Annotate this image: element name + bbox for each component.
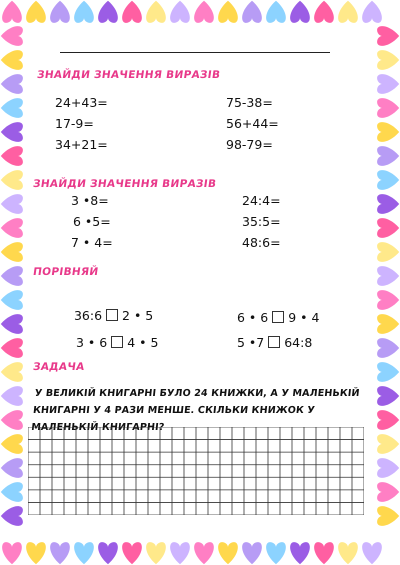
heart-icon: [314, 1, 334, 23]
heart-icon: [26, 542, 46, 564]
section-1-heading: ЗНАЙДИ ЗНАЧЕННЯ ВИРАЗІВ: [36, 69, 222, 81]
heart-icon: [377, 386, 399, 406]
heart-icon: [1, 122, 23, 142]
heart-icon: [338, 542, 358, 564]
comparison-right: 2 • 5: [122, 308, 154, 323]
heart-icon: [377, 218, 399, 238]
heart-icon: [2, 542, 22, 564]
expression: 24+43=: [55, 95, 108, 110]
heart-icon: [290, 1, 310, 23]
word-problem-text: У ВЕЛИКІЙ КНИГАРНІ БУЛО 24 КНИЖКИ, А У МАЛЕНЬКІЙ КНИГАРНІ У 4 РАЗИ МЕНШЕ. СКІЛЬКИ КНИЖОК У МАЛЕНЬКІЙ КНИГАРНІ?: [30, 388, 361, 433]
heart-icon: [122, 1, 142, 23]
heart-icon: [377, 98, 399, 118]
heart-icon: [146, 1, 166, 23]
heart-icon: [26, 1, 46, 23]
heart-icon: [377, 290, 399, 310]
expression: 98-79=: [226, 137, 273, 152]
expression: 24:4=: [242, 193, 281, 208]
heart-icon: [1, 194, 23, 214]
heart-icon: [1, 482, 23, 502]
heart-icon: [266, 1, 286, 23]
heart-icon: [377, 74, 399, 94]
heart-icon: [1, 74, 23, 94]
heart-icon: [377, 482, 399, 502]
heart-icon: [98, 542, 118, 564]
comparison-right: 9 • 4: [288, 310, 320, 325]
expression: 56+44=: [226, 116, 279, 131]
heart-icon: [1, 314, 23, 334]
heart-icon: [2, 1, 22, 23]
comparison-left: 3 • 6: [75, 335, 108, 350]
heart-icon: [1, 218, 23, 238]
expression: 35:5=: [242, 214, 281, 229]
heart-icon: [194, 1, 214, 23]
heart-icon: [377, 194, 399, 214]
heart-icon: [1, 50, 23, 70]
heart-icon: [377, 26, 399, 46]
answer-box[interactable]: [111, 336, 123, 348]
comparison-left: 36:6: [73, 308, 103, 323]
heart-icon: [1, 26, 23, 46]
heart-icon: [377, 362, 399, 382]
heart-icon: [170, 1, 190, 23]
heart-icon: [377, 170, 399, 190]
heart-icon: [377, 146, 399, 166]
heart-icon: [338, 1, 358, 23]
heart-icon: [170, 542, 190, 564]
answer-grid[interactable]: [28, 427, 364, 515]
heart-icon: [74, 1, 94, 23]
heart-icon: [314, 542, 334, 564]
section-4-heading: ЗАДАЧА: [32, 361, 86, 373]
expression: 6 •5=: [73, 214, 111, 229]
heart-icon: [1, 290, 23, 310]
heart-icon: [1, 458, 23, 478]
heart-icon: [1, 362, 23, 382]
expression: 7 • 4=: [71, 235, 113, 250]
heart-icon: [377, 242, 399, 262]
heart-icon: [377, 410, 399, 430]
heart-icon: [377, 434, 399, 454]
heart-icon: [242, 1, 262, 23]
heart-icon: [1, 410, 23, 430]
expression: 34+21=: [55, 137, 108, 152]
answer-box[interactable]: [268, 336, 280, 348]
heart-icon: [362, 542, 382, 564]
heart-icon: [146, 542, 166, 564]
heart-icon: [98, 1, 118, 23]
heart-icon: [74, 542, 94, 564]
heart-icon: [218, 1, 238, 23]
heart-icon: [194, 542, 214, 564]
heart-icon: [1, 434, 23, 454]
heart-icon: [1, 506, 23, 526]
heart-icon: [1, 170, 23, 190]
heart-icon: [122, 542, 142, 564]
heart-icon: [362, 1, 382, 23]
heart-icon: [377, 50, 399, 70]
heart-icon: [50, 542, 70, 564]
expression: 75-38=: [226, 95, 273, 110]
heart-icon: [377, 506, 399, 526]
heart-icon: [1, 386, 23, 406]
heart-icon: [377, 314, 399, 334]
section-2-heading: ЗНАЙДИ ЗНАЧЕННЯ ВИРАЗІВ: [32, 178, 218, 190]
heart-icon: [1, 242, 23, 262]
expression: 3 •8=: [71, 193, 109, 208]
heart-icon: [377, 122, 399, 142]
expression: 48:6=: [242, 235, 281, 250]
heart-icon: [242, 542, 262, 564]
heart-icon: [377, 338, 399, 358]
comparison-left: 5 •7: [236, 335, 265, 350]
name-line: [60, 52, 330, 53]
heart-icon: [1, 98, 23, 118]
heart-icon: [50, 1, 70, 23]
section-3-heading: ПОРІВНЯЙ: [32, 266, 100, 278]
expression: 17-9=: [55, 116, 94, 131]
heart-icon: [290, 542, 310, 564]
comparison-right: 4 • 5: [127, 335, 159, 350]
comparison: [68, 320, 158, 350]
comparison: [66, 293, 153, 323]
heart-icon: [1, 266, 23, 286]
heart-icon: [218, 542, 238, 564]
heart-icon: [1, 338, 23, 358]
heart-icon: [377, 266, 399, 286]
comparison-left: 6 • 6: [236, 310, 269, 325]
heart-icon: [377, 458, 399, 478]
comparison-right: 64:8: [284, 335, 313, 350]
comparison: [229, 320, 312, 350]
heart-icon: [266, 542, 286, 564]
heart-icon: [1, 146, 23, 166]
